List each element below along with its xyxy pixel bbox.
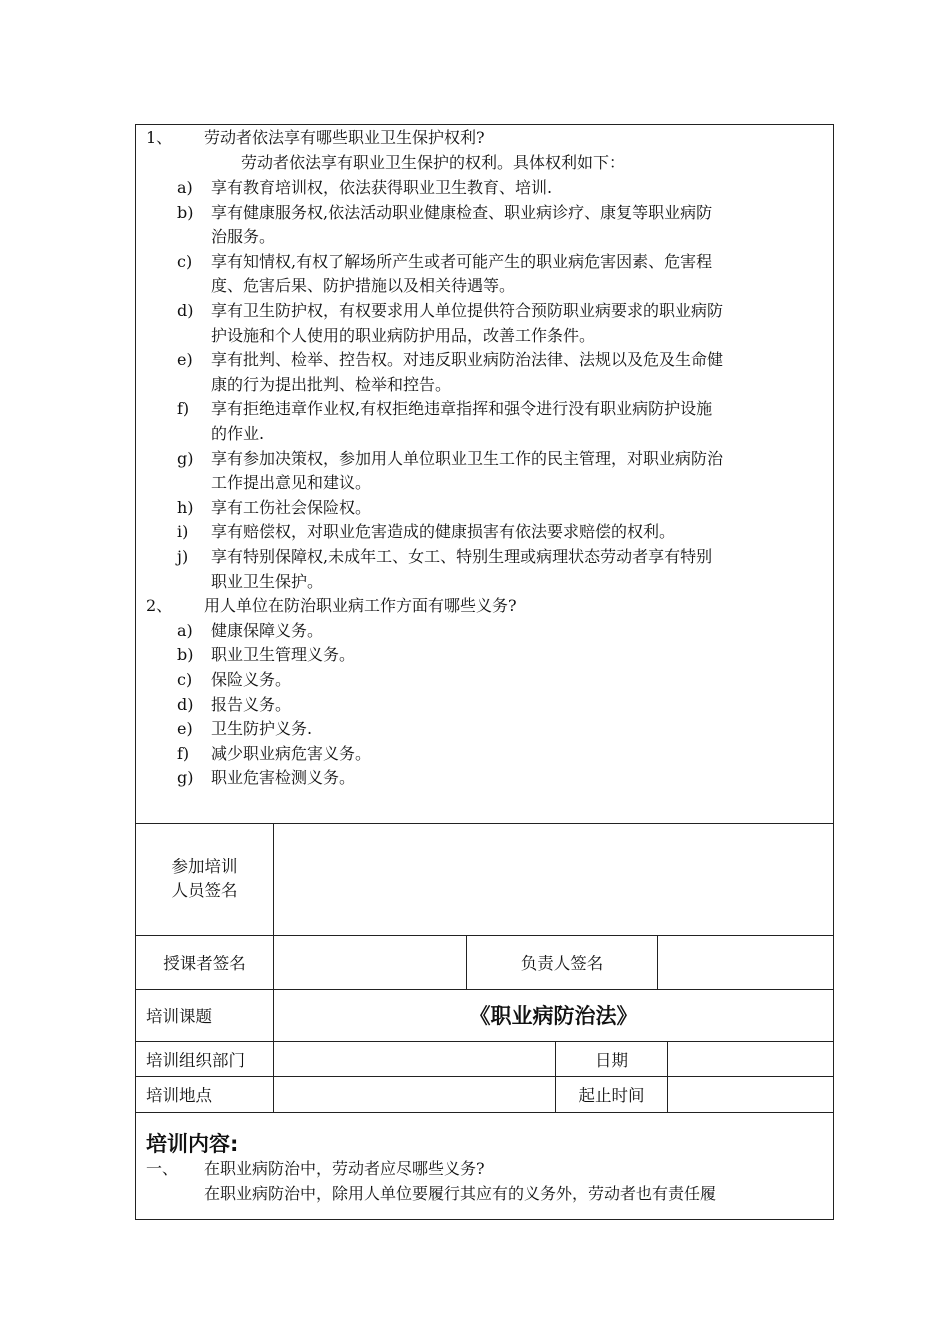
right-item-marker: b) <box>177 203 194 222</box>
right-item-text: 享有批判、检举、控告权。对违反职业病防治法律、法规以及危及生命健 <box>211 350 724 369</box>
duty-item-text: 减少职业病危害义务。 <box>211 744 372 763</box>
right-item-text: 康的行为提出批判、检举和控告。 <box>211 375 452 394</box>
right-item-marker: j) <box>177 547 189 566</box>
date-label: 日期 <box>556 1041 668 1076</box>
right-item-marker: c) <box>177 252 193 271</box>
topic-label: 培训课题 <box>136 989 274 1041</box>
supervisor-signature-label: 负责人签名 <box>467 935 658 989</box>
right-item-marker: h) <box>177 498 194 517</box>
duty-item-text: 保险义务。 <box>211 670 292 689</box>
topic-row <box>136 989 833 1042</box>
right-item-text: 享有拒绝违章作业权,有权拒绝违章指挥和强令进行没有职业病防护设施 <box>211 399 713 418</box>
question-1: 劳动者依法享有哪些职业卫生保护权利? <box>204 128 485 147</box>
dept-label: 培训组织部门 <box>136 1041 274 1076</box>
right-item-marker: f) <box>177 399 190 418</box>
right-item-text: 的作业. <box>211 424 265 443</box>
right-item-text: 工作提出意见和建议。 <box>211 473 372 492</box>
right-item-text: 享有参加决策权，参加用人单位职业卫生工作的民主管理，对职业病防治 <box>211 449 724 468</box>
duty-item-text: 报告义务。 <box>211 695 292 714</box>
attendee-label-line2: 人员签名 <box>171 881 238 900</box>
right-item-text: 享有健康服务权,依法活动职业健康检查、职业病诊疗、康复等职业病防 <box>211 203 713 222</box>
duty-item-text: 健康保障义务。 <box>211 621 324 640</box>
right-item-marker: a) <box>177 178 193 197</box>
right-item-text: 享有特别保障权,未成年工、女工、特别生理或病理状态劳动者享有特别 <box>211 547 713 566</box>
right-item-text: 治服务。 <box>211 227 276 246</box>
content-heading: 培训内容: <box>146 1132 239 1156</box>
duty-item-marker: f) <box>177 744 190 763</box>
duty-item-text: 职业卫生管理义务。 <box>211 645 356 664</box>
right-item-marker: i) <box>177 522 189 541</box>
topic-value: 《职业病防治法》 <box>469 1004 638 1028</box>
right-item-text: 享有教育培训权，依法获得职业卫生教育、培训. <box>211 178 553 197</box>
location-label: 培训地点 <box>136 1076 274 1112</box>
time-field[interactable] <box>668 1076 833 1112</box>
right-item-text: 职业卫生保护。 <box>211 572 324 591</box>
qa-section <box>136 125 833 824</box>
right-item-text: 享有卫生防护权，有权要求用人单位提供符合预防职业病要求的职业病防 <box>211 301 724 320</box>
location-field[interactable] <box>274 1076 556 1112</box>
duty-item-marker: a) <box>177 621 193 640</box>
question-2-number: 2、 <box>146 596 173 615</box>
signature-row <box>136 935 833 990</box>
right-item-text: 护设施和个人使用的职业病防护用品，改善工作条件。 <box>211 326 596 345</box>
date-field[interactable] <box>668 1041 833 1076</box>
content-section <box>136 1112 833 1219</box>
duty-item-marker: d) <box>177 695 194 714</box>
attendee-signature-row <box>136 823 833 936</box>
duty-item-text: 职业危害检测义务。 <box>211 768 356 787</box>
dept-field[interactable] <box>274 1041 556 1076</box>
right-item-marker: g) <box>177 449 194 468</box>
duty-item-marker: g) <box>177 768 194 787</box>
trainer-signature-field[interactable] <box>274 935 467 989</box>
question-1-intro: 劳动者依法享有职业卫生保护的权利。具体权利如下： <box>241 153 626 172</box>
trainer-signature-label: 授课者签名 <box>136 935 274 989</box>
question-2: 用人单位在防治职业病工作方面有哪些义务? <box>204 596 517 615</box>
duty-item-marker: b) <box>177 645 194 664</box>
right-item-text: 享有工伤社会保险权。 <box>211 498 372 517</box>
question-1-number: 1、 <box>146 128 173 147</box>
supervisor-signature-field[interactable] <box>658 935 833 989</box>
time-label: 起止时间 <box>556 1076 668 1112</box>
duty-item-text: 卫生防护义务. <box>211 719 313 738</box>
dept-row <box>136 1041 833 1077</box>
content-item-1: 在职业病防治中，劳动者应尽哪些义务? <box>204 1159 485 1178</box>
right-item-marker: d) <box>177 301 194 320</box>
location-row <box>136 1076 833 1113</box>
attendee-label-line1: 参加培训 <box>171 857 238 876</box>
content-item-1-number: 一、 <box>146 1159 179 1178</box>
duty-item-marker: e) <box>177 719 193 738</box>
right-item-marker: e) <box>177 350 193 369</box>
training-record-table <box>135 124 834 1220</box>
right-item-text: 享有知情权,有权了解场所产生或者可能产生的职业病危害因素、危害程 <box>211 252 713 271</box>
right-item-text: 享有赔偿权，对职业危害造成的健康损害有依法要求赔偿的权利。 <box>211 522 676 541</box>
right-item-text: 度、危害后果、防护措施以及相关待遇等。 <box>211 276 516 295</box>
duty-item-marker: c) <box>177 670 193 689</box>
content-item-1-text: 在职业病防治中，除用人单位要履行其应有的义务外，劳动者也有责任履 <box>204 1184 717 1203</box>
attendee-signature-field[interactable] <box>274 823 833 935</box>
attendee-signature-label <box>136 823 274 935</box>
